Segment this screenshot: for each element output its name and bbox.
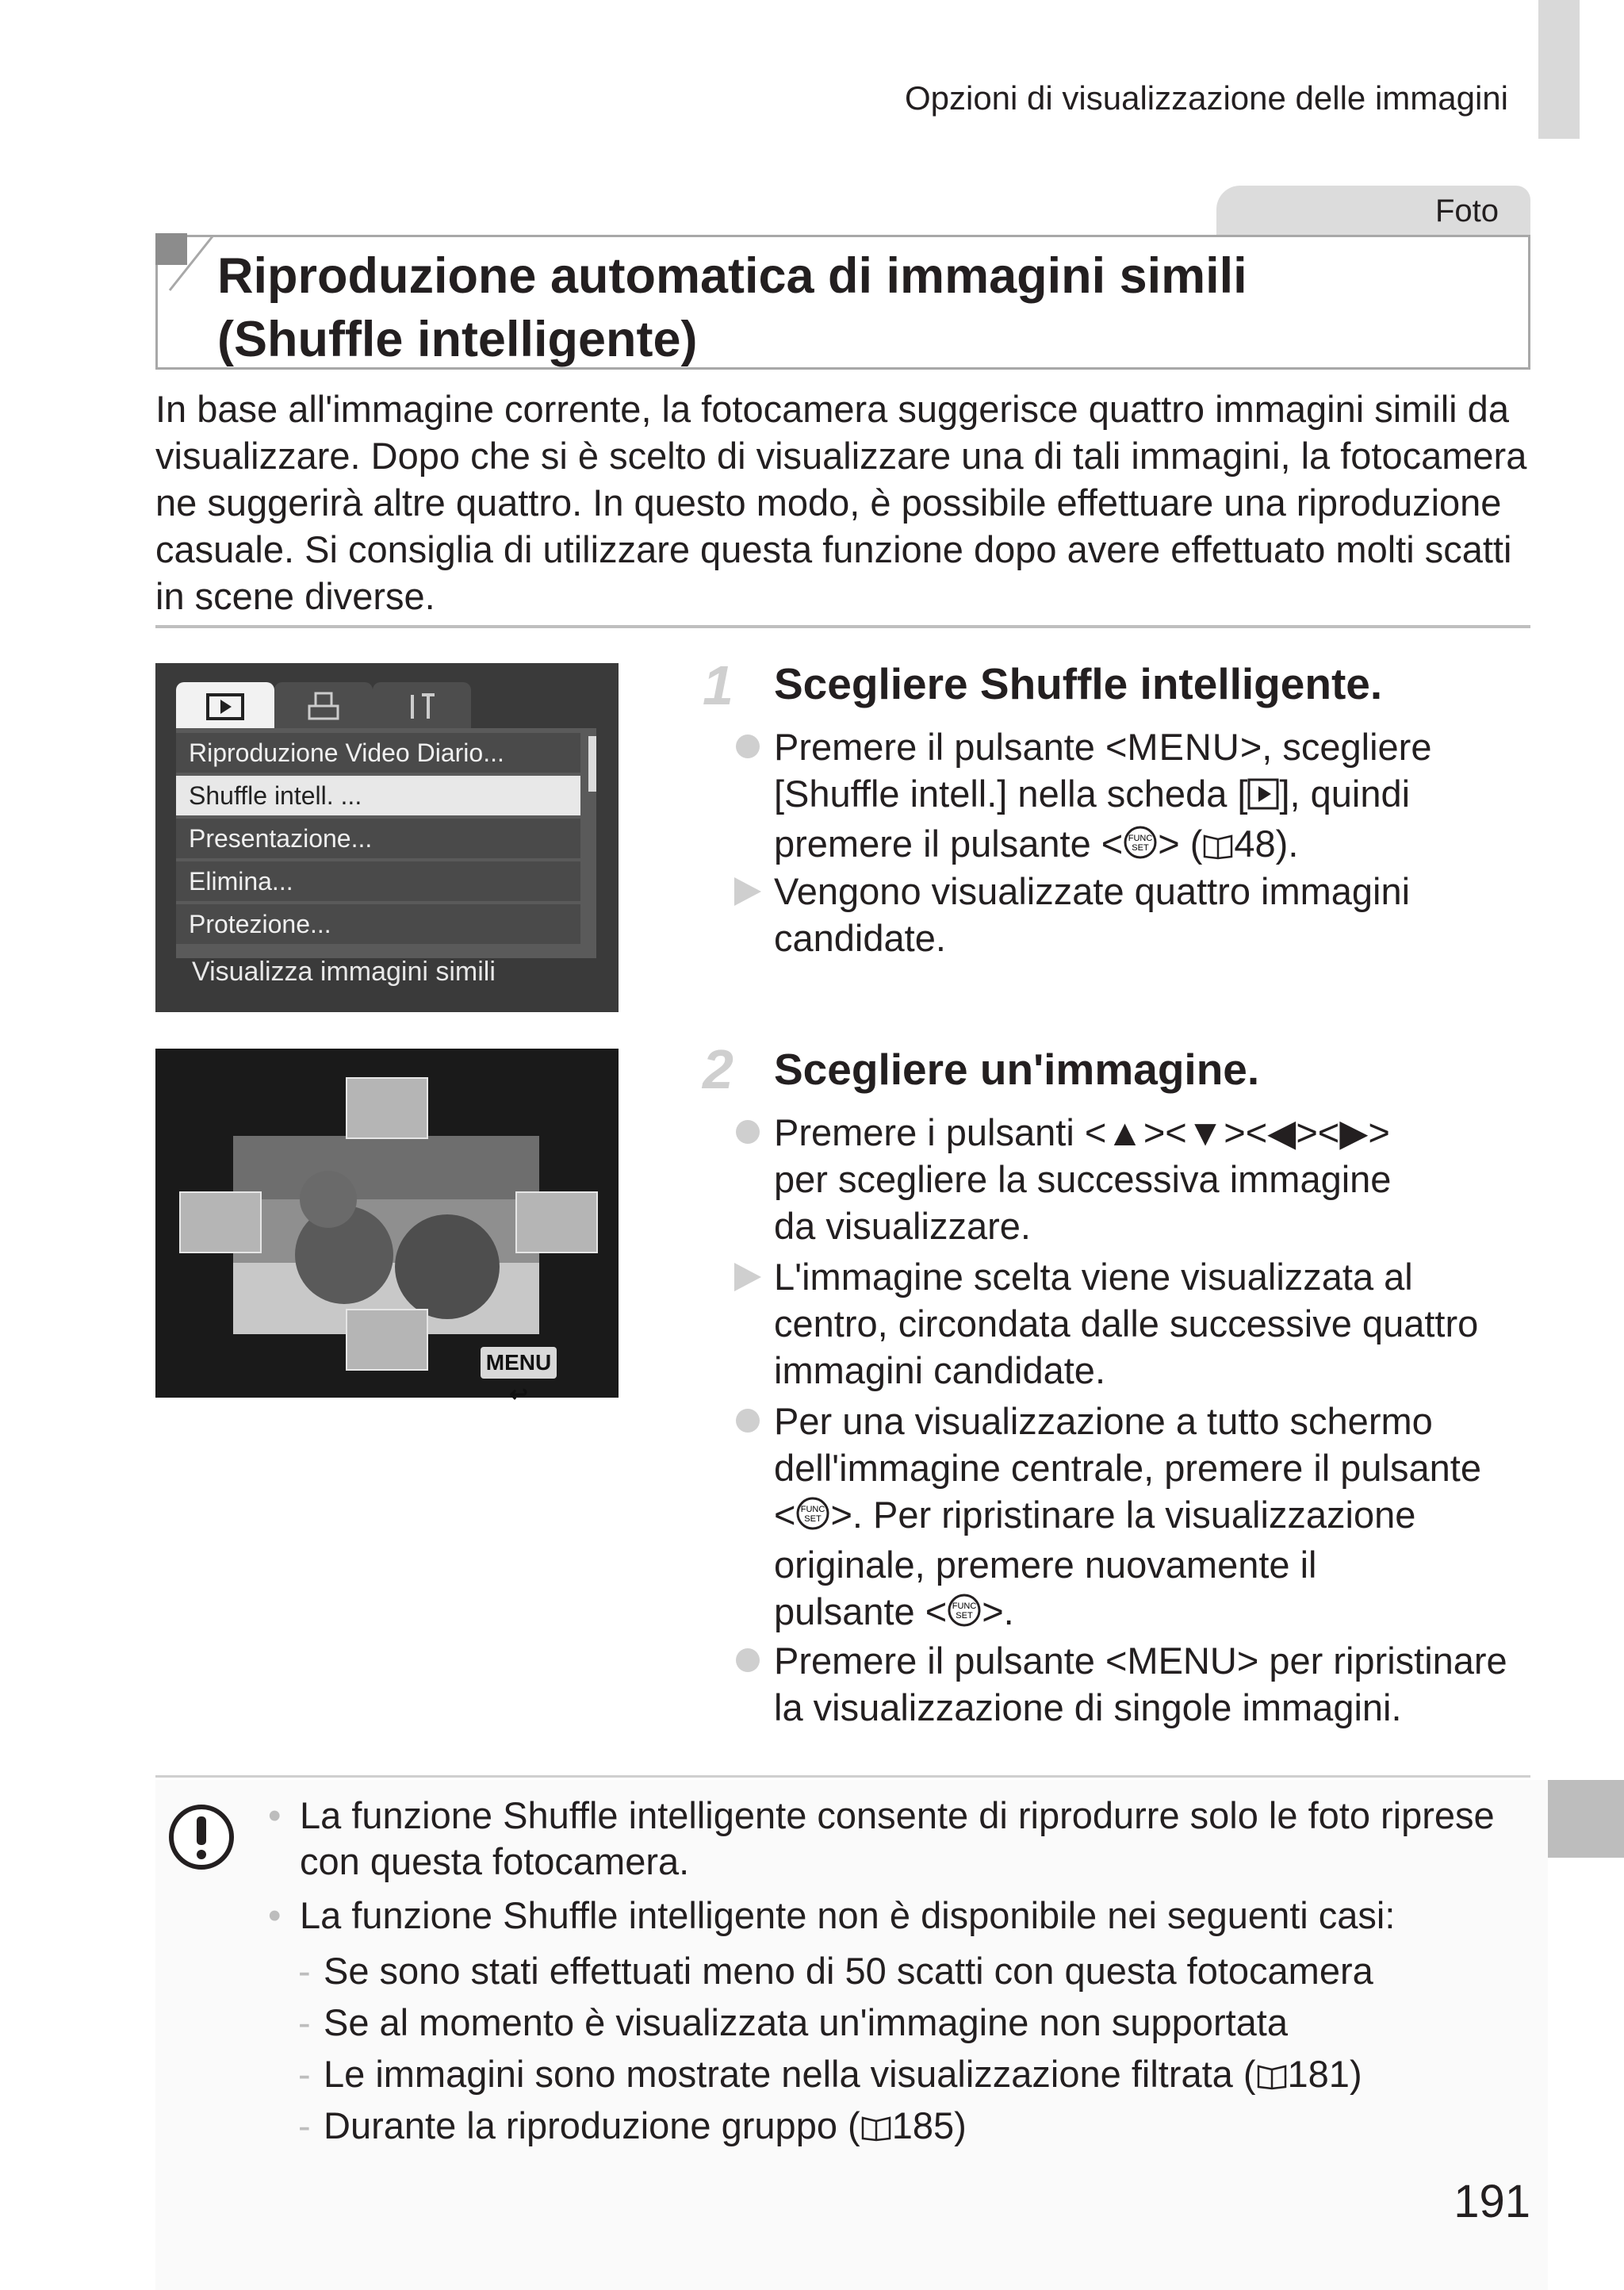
page-ref: 185) <box>891 2104 967 2146</box>
text-run: >. <box>982 1590 1014 1633</box>
candidate-thumb-bottom <box>346 1309 428 1371</box>
svg-text:SET: SET <box>804 1514 822 1525</box>
text-run: >< <box>1224 1111 1268 1153</box>
text-line: Per una visualizzazione a tutto schermo dell'immagine centrale, premere il pulsante <box>774 1400 1481 1489</box>
page-ref: 181) <box>1287 2053 1362 2095</box>
text-run: Premere i pulsanti < <box>774 1111 1107 1153</box>
caution-icon <box>167 1802 236 1872</box>
text-run: Se sono stati effettuati meno di 50 scatti con questa fotocamera <box>324 1950 1373 1992</box>
text-run: La funzione Shuffle intelligente non è disponibile nei seguenti casi: <box>300 1894 1396 1936</box>
section-divider <box>155 625 1530 628</box>
caution-divider <box>155 1775 1530 1778</box>
page-title-line2: (Shuffle intelligente) <box>217 312 698 367</box>
settings-tools-icon <box>373 682 471 730</box>
print-icon <box>274 682 373 730</box>
svg-text:SET: SET <box>956 1611 973 1621</box>
print-tab <box>274 682 373 730</box>
result-arrow-icon <box>734 877 761 906</box>
func-set-icon <box>795 1494 830 1541</box>
title-slash-decoration <box>167 230 214 293</box>
step1-bullet1 <box>774 723 1527 870</box>
note-sub-bullet <box>298 2051 1545 2100</box>
page-title <box>217 244 1518 371</box>
result-arrow-icon <box>734 1263 761 1291</box>
text-run: >< <box>1143 1111 1187 1153</box>
text-run: >, scegliere [Shuffle intell.] nella scheda [ <box>774 726 1432 815</box>
menu-item: Riproduzione Video Diario... <box>176 733 580 773</box>
shuffle-screenshot <box>155 1049 619 1406</box>
playback-tab-icon <box>1247 773 1279 820</box>
camera-menu-screenshot <box>155 663 619 1012</box>
menu-return-label: MENU <box>485 1350 552 1375</box>
playback-icon <box>176 682 274 730</box>
menu-scrollbar <box>588 736 596 792</box>
text-run: La funzione Shuffle intelligente consente di riprodurre solo le foto riprese con questa fotocamera. <box>300 1794 1495 1882</box>
menu-item: Elimina... <box>176 861 580 901</box>
step-number: 1 <box>703 654 733 716</box>
text-run: >< <box>1296 1111 1340 1153</box>
menu-panel <box>176 728 596 958</box>
text-run: Durante la riproduzione gruppo ( <box>324 2104 860 2146</box>
page-title-line1: Riproduzione automatica di immagini simili <box>217 248 1247 304</box>
text-run: Premere il pulsante < <box>774 726 1128 768</box>
note-bullet-dot: • <box>268 1794 282 1836</box>
menu-button-label: MENU <box>1127 726 1240 768</box>
text-line: per scegliere la successiva immagine <box>774 1158 1392 1200</box>
text-run: Se al momento è visualizzata un'immagine non supportata <box>324 2001 1288 2043</box>
note-sub-bullet <box>298 2103 1545 2152</box>
note-sub-bullet <box>298 2000 1545 2046</box>
text-run: > ( <box>1158 823 1203 865</box>
step-title: Scegliere Shuffle intelligente. <box>774 659 1383 708</box>
center-photo <box>233 1136 539 1334</box>
step2-bullet4 <box>774 1637 1543 1731</box>
down-arrow-icon: ▼ <box>1186 1111 1224 1153</box>
book-ref-icon <box>860 2106 892 2152</box>
return-arrow-icon: ↩ <box>509 1382 528 1406</box>
text-run: Le immagini sono mostrate nella visualizzazione filtrata ( <box>324 2053 1256 2095</box>
svg-text:SET: SET <box>1132 843 1149 853</box>
candidate-thumb-left <box>179 1191 262 1253</box>
bullet-dot-icon <box>736 1409 760 1433</box>
settings-tab <box>373 682 471 730</box>
menu-item: Presentazione... <box>176 819 580 858</box>
note-bullet <box>268 1893 1537 1939</box>
book-ref-icon <box>1202 823 1234 870</box>
text-run: < <box>774 1494 796 1536</box>
text-run: pulsante < <box>774 1590 948 1633</box>
menu-item: Protezione... <box>176 904 580 944</box>
text-run: ], quindi premere il pulsante < <box>774 773 1411 865</box>
book-ref-icon <box>1256 2054 1288 2100</box>
step2-bullet2 <box>774 1253 1527 1394</box>
func-set-icon <box>947 1591 982 1638</box>
running-header: Opzioni di visualizzazione delle immagini <box>904 79 1508 117</box>
svg-text:FUNC: FUNC <box>1128 834 1153 844</box>
step-number: 2 <box>703 1038 733 1100</box>
note-bullet <box>268 1793 1537 1885</box>
func-set-icon <box>1123 823 1158 870</box>
menu-hint: Visualizza immagini simili <box>192 957 496 987</box>
category-tab <box>1216 186 1530 235</box>
svg-text:FUNC: FUNC <box>801 1505 825 1515</box>
chapter-index-tab <box>1548 1780 1624 1858</box>
bullet-dot-icon <box>736 1648 760 1672</box>
svg-text:FUNC: FUNC <box>952 1601 977 1612</box>
candidate-thumb-right <box>515 1191 598 1253</box>
dash-mark: - <box>298 1950 311 1992</box>
chapter-edge-tab <box>1538 0 1580 139</box>
text-run: Premere il pulsante < <box>774 1640 1128 1682</box>
dash-mark: - <box>298 2053 311 2095</box>
menu-tabbar <box>176 682 473 730</box>
menu-button-label: MENU <box>1127 1640 1237 1682</box>
page-number: 191 <box>1454 2176 1530 2227</box>
text-run: L'immagine scelta viene visualizzata al centro, circondata dalle successive quattro immagini candidate. <box>774 1256 1479 1391</box>
note-bullet-dot: • <box>268 1894 282 1936</box>
dash-mark: - <box>298 2104 311 2146</box>
photo-children-image <box>233 1136 539 1334</box>
text-run: 48). <box>1234 823 1299 865</box>
text-run: >. Per ripristinare la visualizzazione originale, premere nuovamente il <box>774 1494 1416 1586</box>
text-run: Vengono visualizzate quattro immagini candidate. <box>774 870 1411 959</box>
menu-return-badge <box>481 1347 557 1406</box>
left-arrow-icon: ◀ <box>1267 1111 1297 1153</box>
category-tab-label: Foto <box>1434 194 1499 228</box>
intro-paragraph: In base all'immagine corrente, la fotocamera suggerisce quattro immagini simili da visualizzare. Dopo che si è scelto di visualizzare una di tali immagini, la fotocamera ne suggerirà altre quattro. In questo modo, è possibile effettuare una riproduzione casuale. Si consiglia di utilizzare questa funzione dopo avere effettuato molti scatti in scene diverse. <box>155 388 1527 617</box>
text-run: > <box>1368 1111 1390 1153</box>
step2-bullet3 <box>774 1398 1527 1638</box>
up-arrow-icon: ▲ <box>1106 1111 1143 1153</box>
step2-bullet1 <box>774 1109 1527 1249</box>
text-run: > per ripristinare la visualizzazione di singole immagini. <box>774 1640 1507 1728</box>
dash-mark: - <box>298 2001 311 2043</box>
menu-item-selected: Shuffle intell. ... <box>176 776 580 815</box>
bullet-dot-icon <box>736 1120 760 1144</box>
candidate-thumb-top <box>346 1077 428 1139</box>
text-line: da visualizzare. <box>774 1205 1031 1247</box>
right-arrow-icon: ▶ <box>1339 1111 1369 1153</box>
step-title: Scegliere un'immagine. <box>774 1045 1260 1094</box>
step1-bullet2 <box>774 868 1527 961</box>
playback-tab <box>176 682 274 730</box>
note-sub-bullet <box>298 1948 1545 1994</box>
bullet-dot-icon <box>736 735 760 758</box>
